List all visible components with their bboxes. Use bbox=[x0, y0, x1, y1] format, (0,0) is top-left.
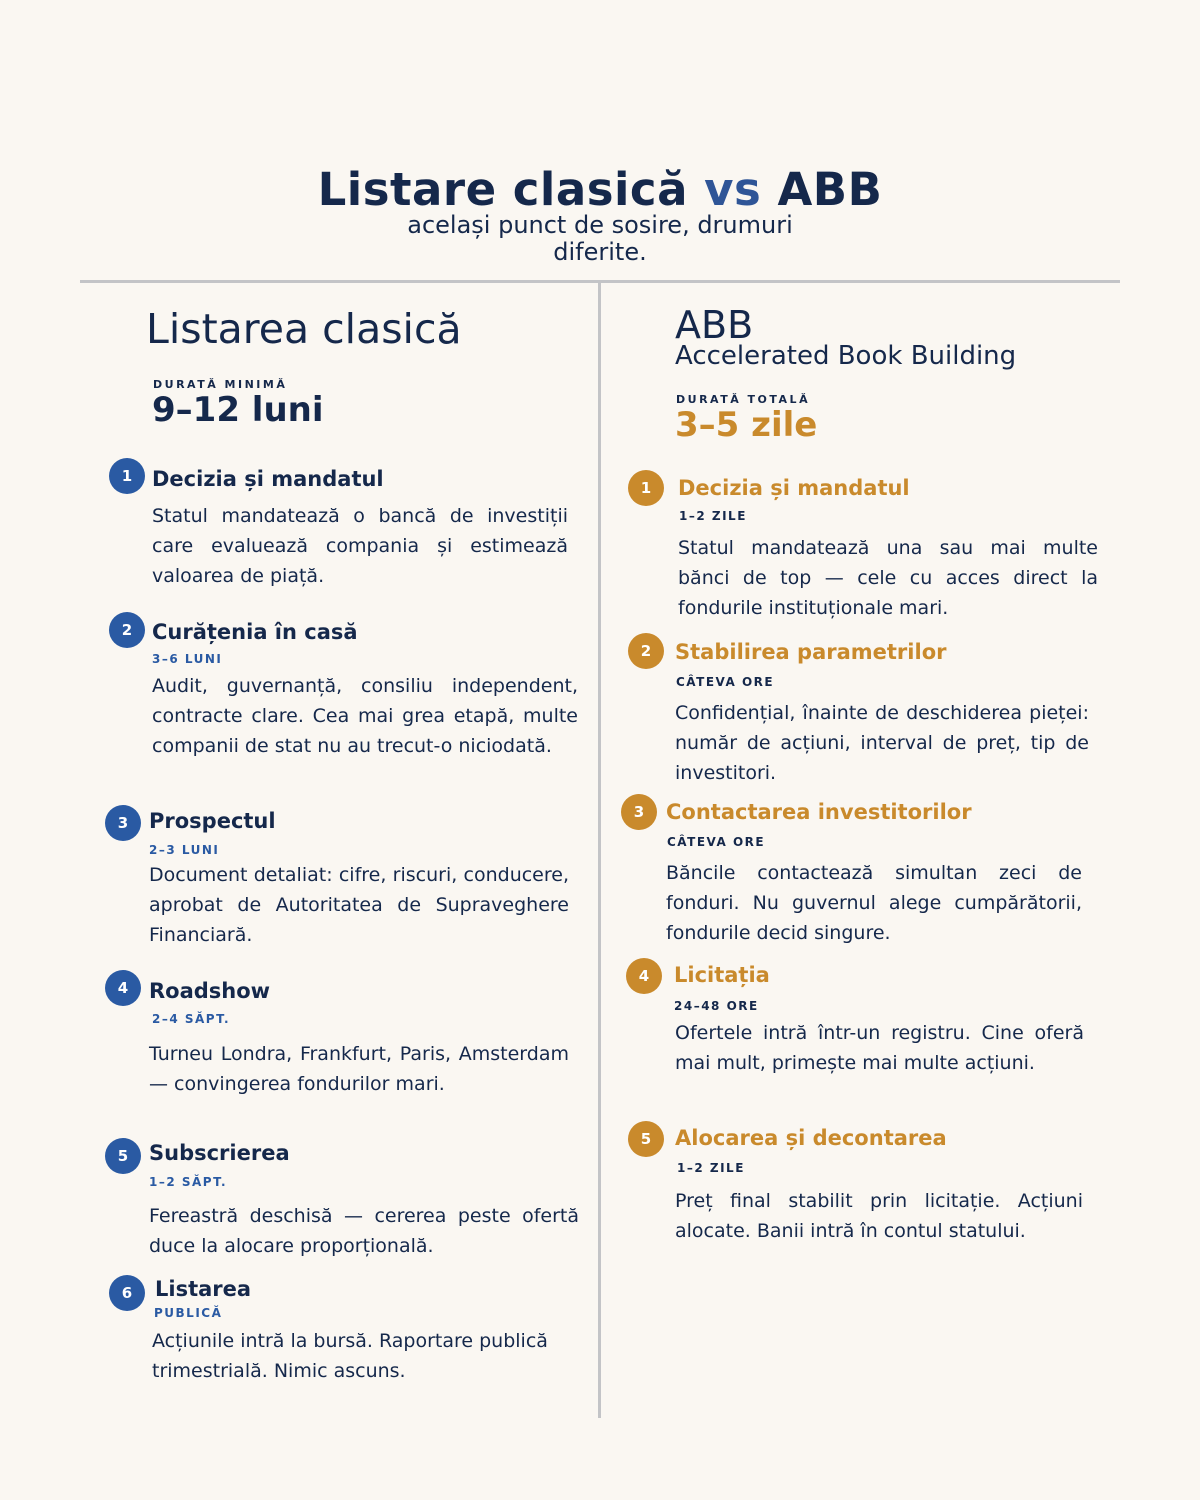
classic-step-2-title: Curățenia în casă bbox=[152, 620, 358, 644]
abb-step-1-duration: 1–2 ZILE bbox=[679, 509, 747, 523]
classic-step-1-description: Statul mandatează o bancă de investiții care evaluează compania și estimează valoarea de piață. bbox=[152, 505, 568, 587]
classic-step-4-title: Roadshow bbox=[149, 979, 271, 1003]
abb-step-1-badge: 1 bbox=[628, 470, 664, 506]
abb-step-5-description: Preț final stabilit prin licitație. Acțiuni alocate. Banii intră în contul statului. bbox=[675, 1190, 1083, 1242]
abb-duration-label: DURATĂ TOTALĂ bbox=[676, 393, 811, 406]
abb-step-2-duration: CÂTEVA ORE bbox=[676, 675, 775, 689]
classic-step-2-badge: 2 bbox=[109, 612, 145, 648]
abb-step-5-badge: 5 bbox=[628, 1121, 664, 1157]
classic-step-5-title: Subscrierea bbox=[149, 1141, 290, 1165]
abb-step-1-title: Decizia și mandatul bbox=[678, 476, 910, 500]
classic-step-2-description: Audit, guvernanță, consiliu independent, contracte clare. Cea mai grea etapă, multe companii de stat nu au trecut-o niciodată. bbox=[152, 675, 578, 757]
classic-step-3-duration: 2–3 LUNI bbox=[149, 843, 220, 857]
page-subtitle: același punct de sosire, drumuri diferite. bbox=[407, 211, 793, 266]
classic-step-1-title: Decizia și mandatul bbox=[152, 467, 384, 491]
classic-duration-value: 9–12 luni bbox=[152, 390, 324, 430]
abb-step-5-title: Alocarea și decontarea bbox=[675, 1126, 947, 1150]
vertical-divider bbox=[598, 283, 601, 1418]
abb-step-3-badge: 3 bbox=[621, 794, 657, 830]
classic-column-title: Listarea clasică bbox=[146, 305, 462, 353]
classic-step-6-badge: 6 bbox=[109, 1275, 145, 1311]
classic-step-6-duration: PUBLICĂ bbox=[154, 1306, 223, 1320]
abb-step-2-title: Stabilirea parametrilor bbox=[675, 640, 947, 664]
abb-step-4-description: Ofertele intră într-un registru. Cine oferă mai mult, primește mai multe acțiuni. bbox=[675, 1022, 1084, 1074]
abb-step-5-duration: 1–2 ZILE bbox=[677, 1161, 745, 1175]
abb-step-4-title: Licitația bbox=[674, 963, 770, 987]
abb-step-1-description: Statul mandatează una sau mai multe bănci de top — cele cu acces direct la fondurile instituționale mari. bbox=[678, 537, 1098, 619]
title-vs: vs bbox=[704, 163, 762, 216]
classic-step-4-description: Turneu Londra, Frankfurt, Paris, Amsterdam — convingerea fondurilor mari. bbox=[149, 1043, 569, 1095]
abb-step-4-duration: 24–48 ORE bbox=[674, 999, 759, 1013]
classic-step-4-badge: 4 bbox=[105, 970, 141, 1006]
page-title bbox=[0, 163, 1200, 216]
abb-step-3-duration: CÂTEVA ORE bbox=[667, 835, 766, 849]
abb-step-3-description: Băncile contactează simultan zeci de fonduri. Nu guvernul alege cumpărătorii, fondurile decid singure. bbox=[666, 862, 1082, 944]
classic-duration-label: DURATĂ MINIMĂ bbox=[153, 378, 288, 391]
classic-step-6-title: Listarea bbox=[155, 1277, 252, 1301]
classic-step-5-duration: 1–2 SĂPT. bbox=[149, 1175, 228, 1189]
classic-step-4-duration: 2–4 SĂPT. bbox=[152, 1012, 231, 1026]
title-classic: Listare clasică bbox=[317, 163, 688, 216]
abb-step-3-title: Contactarea investitorilor bbox=[666, 800, 972, 824]
classic-step-3-description: Document detaliat: cifre, riscuri, conducere, aprobat de Autoritatea de Supraveghere Financiară. bbox=[149, 864, 569, 946]
abb-step-2-description: Confidențial, înainte de deschiderea pieței: număr de acțiuni, interval de preț, tip de investitori. bbox=[675, 702, 1089, 784]
classic-step-1-badge: 1 bbox=[109, 458, 145, 494]
title-abb: ABB bbox=[777, 163, 883, 216]
classic-step-6-description: Acțiunile intră la bursă. Raportare publică trimestrială. Nimic ascuns. bbox=[152, 1330, 548, 1382]
classic-step-3-title: Prospectul bbox=[149, 809, 276, 833]
classic-step-5-badge: 5 bbox=[105, 1138, 141, 1174]
abb-step-2-badge: 2 bbox=[628, 633, 664, 669]
abb-duration-value: 3–5 zile bbox=[675, 405, 818, 445]
classic-step-5-description: Fereastră deschisă — cererea peste ofertă duce la alocare proporțională. bbox=[149, 1205, 579, 1257]
abb-column-subtitle: Accelerated Book Building bbox=[675, 341, 1017, 371]
classic-step-2-duration: 3–6 LUNI bbox=[152, 652, 223, 666]
abb-column-title: ABB bbox=[675, 303, 754, 347]
abb-step-4-badge: 4 bbox=[626, 958, 662, 994]
classic-step-3-badge: 3 bbox=[105, 805, 141, 841]
